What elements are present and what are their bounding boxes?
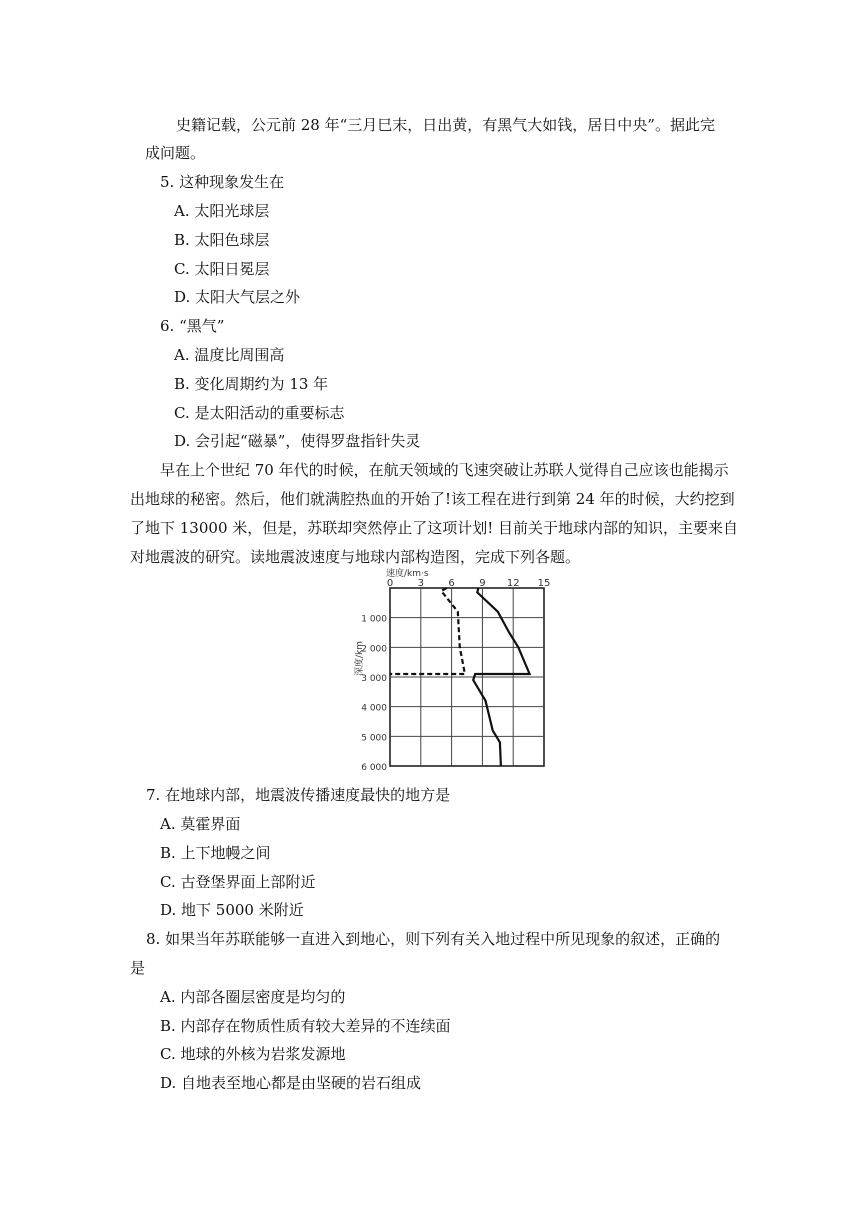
chart-y-ticks xyxy=(361,615,387,772)
q7-option-a: A. 莫霍界面 xyxy=(160,815,241,833)
chart-y-tick-label: 5 000 xyxy=(361,733,387,744)
question-7-stem: 7. 在地球内部，地震波传播速度最快的地方是 xyxy=(146,786,451,804)
question-6-stem: 6. “黑气” xyxy=(160,317,225,335)
chart-y-tick-label: 4 000 xyxy=(361,703,387,714)
passage2-line1: 早在上个世纪 70 年代的时候，在航天领域的飞速突破让苏联人觉得自己应该也能揭示 xyxy=(160,461,729,479)
q5-option-a: A. 太阳光球层 xyxy=(174,202,270,220)
seismic-wave-chart xyxy=(352,566,552,772)
chart-x-tick-label: 3 xyxy=(417,578,424,589)
chart-x-tick-label: 15 xyxy=(537,578,551,589)
chart-y-tick-label: 2 000 xyxy=(361,644,387,655)
passage2-line3: 了地下 13000 米，但是，苏联却突然停止了这项计划! 目前关于地球内部的知识，主要来自 xyxy=(130,519,739,537)
chart-x-tick-label: 9 xyxy=(479,578,486,589)
passage1-line2: 成问题。 xyxy=(145,144,206,162)
q8-option-d: D. 自地表至地心都是由坚硬的岩石组成 xyxy=(160,1074,422,1092)
question-8-stem-line1: 8. 如果当年苏联能够一直进入到地心，则下列有关入地过程中所见现象的叙述，正确的 xyxy=(146,930,721,948)
q6-option-d: D. 会引起“磁暴”，使得罗盘指针失灵 xyxy=(174,432,421,450)
chart-x-tick-label: 12 xyxy=(506,578,520,589)
q7-option-c: C. 古登堡界面上部附近 xyxy=(160,873,316,891)
chart-grid xyxy=(390,588,544,766)
passage1-line1: 史籍记载，公元前 28 年“三月巳末，日出黄，有黑气大如钱，居日中央”。据此完 xyxy=(176,116,715,134)
chart-y-tick-label: 1 000 xyxy=(361,614,387,625)
chart-y-tick-label: 3 000 xyxy=(361,674,387,684)
q8-option-c: C. 地球的外核为岩浆发源地 xyxy=(160,1045,346,1063)
q7-option-d: D. 地下 5000 米附近 xyxy=(160,901,304,919)
q5-option-b: B. 太阳色球层 xyxy=(174,231,270,249)
q6-option-c: C. 是太阳活动的重要标志 xyxy=(174,404,345,422)
q8-option-a: A. 内部各圈层密度是均匀的 xyxy=(160,988,346,1006)
chart-y-axis-label: 深度/km xyxy=(355,640,365,676)
chart-x-tick-label: 0 xyxy=(386,578,394,589)
q5-option-c: C. 太阳日冕层 xyxy=(174,260,270,278)
q6-option-a: A. 温度比周围高 xyxy=(174,346,285,364)
q6-option-b: B. 变化周期约为 13 年 xyxy=(174,375,329,393)
chart-y-tick-label: 6 000 xyxy=(361,763,387,772)
chart-x-tick-label: 6 xyxy=(448,578,455,589)
question-8-stem-line2: 是 xyxy=(130,959,146,977)
q7-option-b: B. 上下地幔之间 xyxy=(160,844,271,862)
chart-x-axis-label: 速度/km·s xyxy=(386,569,429,579)
passage2-line2: 出地球的秘密。然后，他们就满腔热血的开始了!该工程在进行到第 24 年的时候，大约挖到 xyxy=(130,490,735,508)
passage2-line4: 对地震波的研究。读地震波速度与地球内部构造图，完成下列各题。 xyxy=(130,548,581,566)
question-5-stem: 5. 这种现象发生在 xyxy=(160,173,285,191)
q8-option-b: B. 内部存在物质性质有较大差异的不连续面 xyxy=(160,1017,451,1035)
chart-series-dashed-line xyxy=(390,588,465,674)
q5-option-d: D. 太阳大气层之外 xyxy=(174,288,301,306)
